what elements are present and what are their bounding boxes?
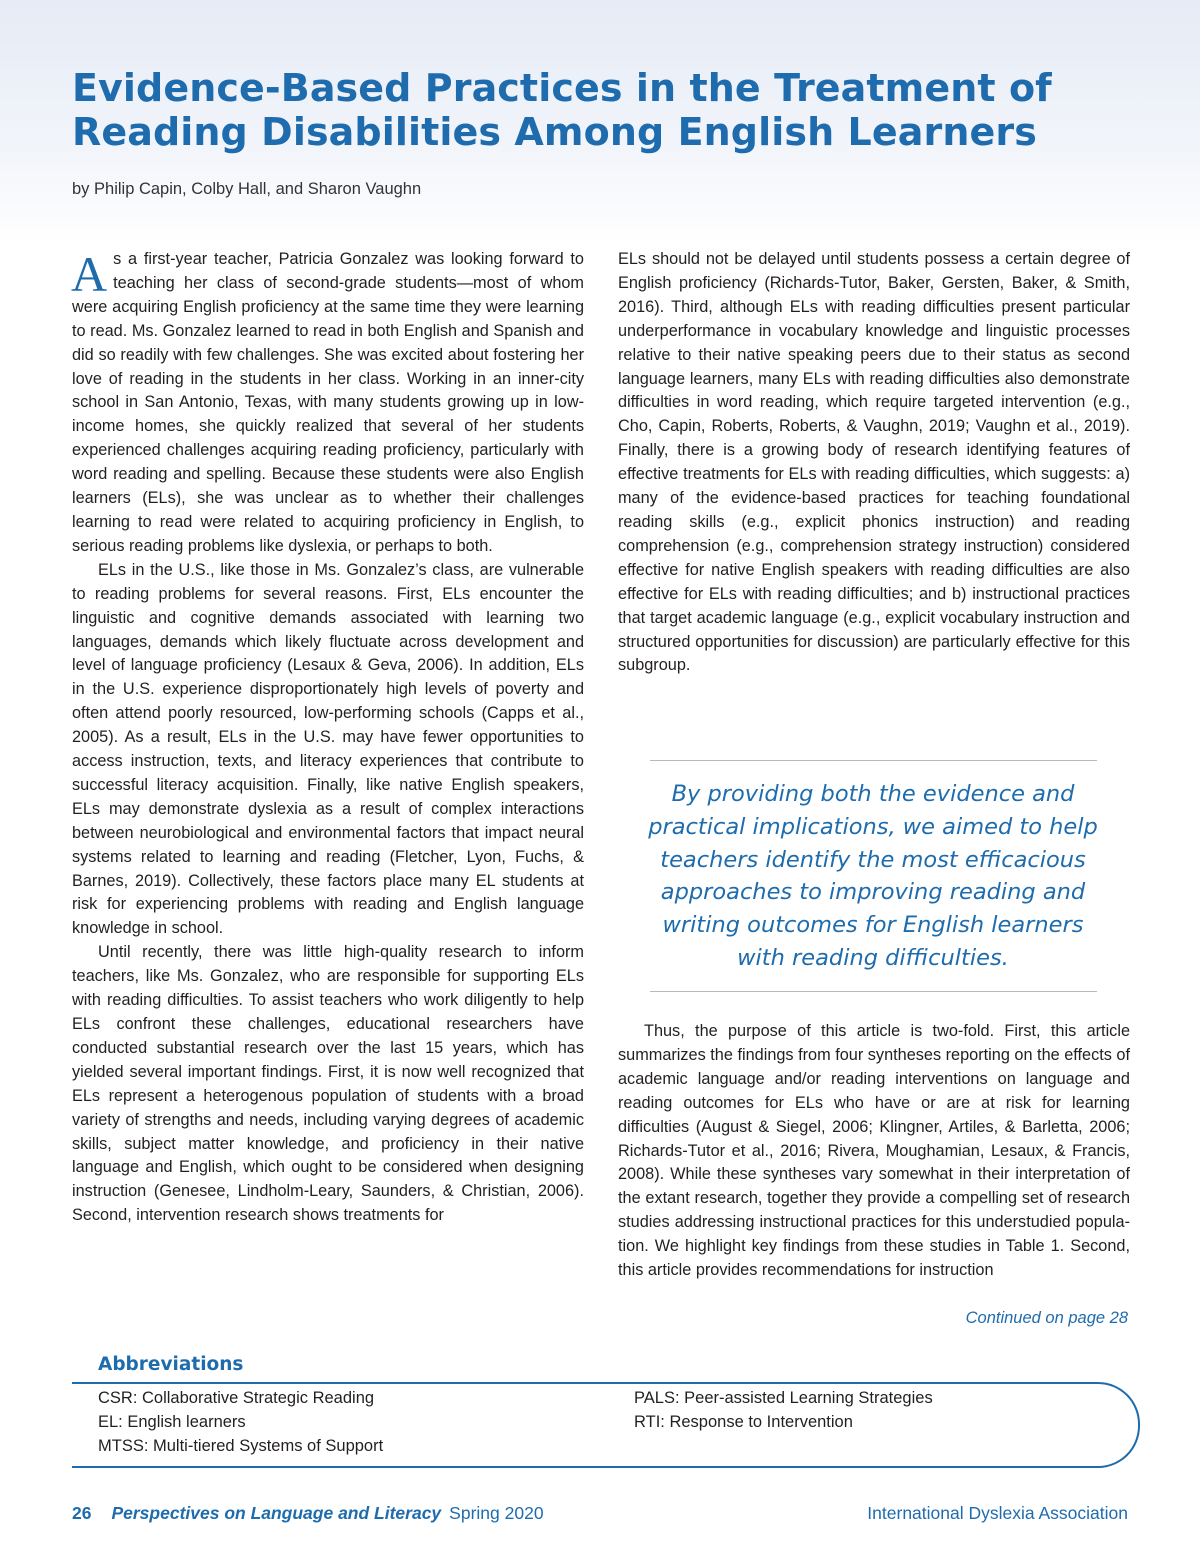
journal-name: Perspectives on Language and Literacy <box>111 1503 442 1523</box>
right-column-bottom <box>618 1020 1130 1283</box>
body-paragraph-1 <box>72 248 584 559</box>
abbreviation-item: MTSS: Multi-tiered Systems of Support <box>98 1437 384 1455</box>
pullquote-line: teachers identify the most efficacious <box>660 846 1086 873</box>
abbreviations-heading: Abbreviations <box>98 1354 244 1375</box>
article-title <box>72 66 1152 154</box>
left-column <box>72 248 584 1228</box>
drop-cap: A <box>71 246 108 302</box>
pullquote-line: approaches to improving reading and <box>660 879 1086 906</box>
author-byline: by Philip Capin, Colby Hall, and Sharon Vaughn <box>72 180 422 198</box>
title-line-1: Evidence-Based Practices in the Treatment of <box>72 66 1052 110</box>
pullquote-line: with reading difficulties. <box>737 944 1009 971</box>
page-number: 26 <box>72 1503 92 1523</box>
title-line-2: Reading Disabilities Among English Learners <box>72 110 1037 154</box>
abbreviations-list-right <box>634 1386 933 1434</box>
body-paragraph-3: Until recently, there was little high-quality research to inform teachers, like Ms. Gonzalez, who are responsible for supporting ELs with reading difficulties. To assist teachers who work diligently to help ELs confront these challenges, educational researchers have conducted substantial research over the last 15 years, which has yielded several important findings. First, it is now well recognized that ELs represent a heterogenous population of students with a broad variety of strengths and needs, including varying degrees of academic skills, subject matter knowledge, and proficiency in their native language and English, which ought to be considered when designing instruction (Genesee, Lindholm-Leary, Saunders, & Christian, 2006). Second, intervention research shows treatments for <box>72 943 584 1225</box>
abbreviation-item: PALS: Peer-assisted Learning Strategies <box>634 1389 933 1407</box>
issue-date: Spring 2020 <box>449 1503 544 1523</box>
paragraph-1-text: s a first-year teacher, Patricia Gonzalez was looking forward to teaching her class of second-grade students—most of whom were acquiring English proficiency at the same time they were learning to read. Ms. Gonzalez learned to read in both English and Spanish and did so readily with few challenges. She was excited about fostering her love of reading in the students in her class. Working in an inner-city school in San Antonio, Texas, with many students growing up in low-income homes, she quickly realized that several of her students experienced challenges acquiring reading proficiency, particularly with word reading and spelling. Because these students were also English learners (ELs), she was unclear as to whether their challenges learning to read were related to acquiring proficiency in English, to serious reading problems like dyslexia, or perhaps to both. <box>72 250 584 555</box>
abbreviations-list-left <box>98 1386 383 1458</box>
pullquote-top-rule <box>650 760 1097 761</box>
abbreviation-item: EL: English learners <box>98 1413 246 1431</box>
pullquote-line: writing outcomes for English learners <box>662 912 1084 939</box>
organization-name: International Dyslexia Association <box>867 1503 1128 1523</box>
continued-link: Continued on page 28 <box>965 1309 1128 1327</box>
pullquote-line: By providing both the evidence and <box>671 781 1075 807</box>
pullquote <box>634 778 1112 975</box>
page-footer <box>72 1500 1128 1526</box>
body-paragraph-4: ELs should not be delayed until students possess a certain degree of English proficiency (Richards-Tutor, Baker, Gersten, Baker, & Smith, 2016). Third, although ELs with reading difficulties present particular underperformance in vocabulary knowledge and linguistic processes relative to their native speaking peers due to their status as second language learners, many ELs with reading difficulties also demonstrate difficulties in word reading, which require targeted intervention (e.g., Cho, Capin, Roberts, Roberts, & Vaughn, 2019; Vaughn et al., 2019). Finally, there is a growing body of research identifying features of effective treatments for ELs with reading difficulties, which suggests: a) many of the evidence-based practices for teaching foundational reading skills (e.g., explicit phonics instruction) and reading comprehension (e.g., comprehension strategy instruction) considered effective for native English speakers with reading difficulties are also effective for ELs with reading difficulties; and b) instructional practices that target academic language (e.g., explicit vocabulary instruction and structured opportunities for discussion) are particularly effective for this subgroup. <box>618 250 1130 675</box>
pullquote-line: practical implications, we aimed to help <box>648 813 1098 840</box>
pullquote-bottom-rule <box>650 991 1097 992</box>
body-paragraph-5: Thus, the purpose of this article is two-fold. First, this article summarizes the findings from four syntheses reporting on the effects of academic language and/or reading interventions on language and reading outcomes for ELs who have or are at risk for learning difficulties (August & Siegel, 2006; Klingner, Artiles, & Barletta, 2006; Richards-Tutor et al., 2016; Rivera, Moughamian, Lesaux, & Francis, 2008). While these syntheses vary somewhat in their interpretation of the extant research, together they provide a compelling set of research studies addressing instructional practices for this understudied population. We highlight key findings from these studies in Table 1. Second, this article provides recommendations for instruction <box>618 1022 1130 1280</box>
abbreviation-item: CSR: Collaborative Strategic Reading <box>98 1389 375 1407</box>
body-paragraph-2: ELs in the U.S., like those in Ms. Gonzalez’s class, are vulnerable to reading problems for several reasons. First, ELs encounter the linguistic and cognitive demands associated with learning two languages, demands which likely fluctuate across development and level of language proficiency (Lesaux & Geva, 2006). In addition, ELs in the U.S. experience disproportionately high levels of poverty and often attend poorly resourced, low-performing schools (Capps et al., 2005). As a result, ELs in the U.S. may have fewer opportunities to access instruction, texts, and literacy experiences that contribute to successful literacy acquisition. Finally, like native English speakers, ELs may demonstrate dyslexia as a result of complex interactions between neurobiological and environmental factors that impact neural systems related to learning and reading (Fletcher, Lyon, Fuchs, & Barnes, 2019). Collectively, these factors place many EL students at risk for experiencing problems with reading and English language knowledge in school. <box>72 560 584 938</box>
right-column-top <box>618 248 1130 678</box>
abbreviation-item: RTI: Response to Intervention <box>634 1413 853 1431</box>
